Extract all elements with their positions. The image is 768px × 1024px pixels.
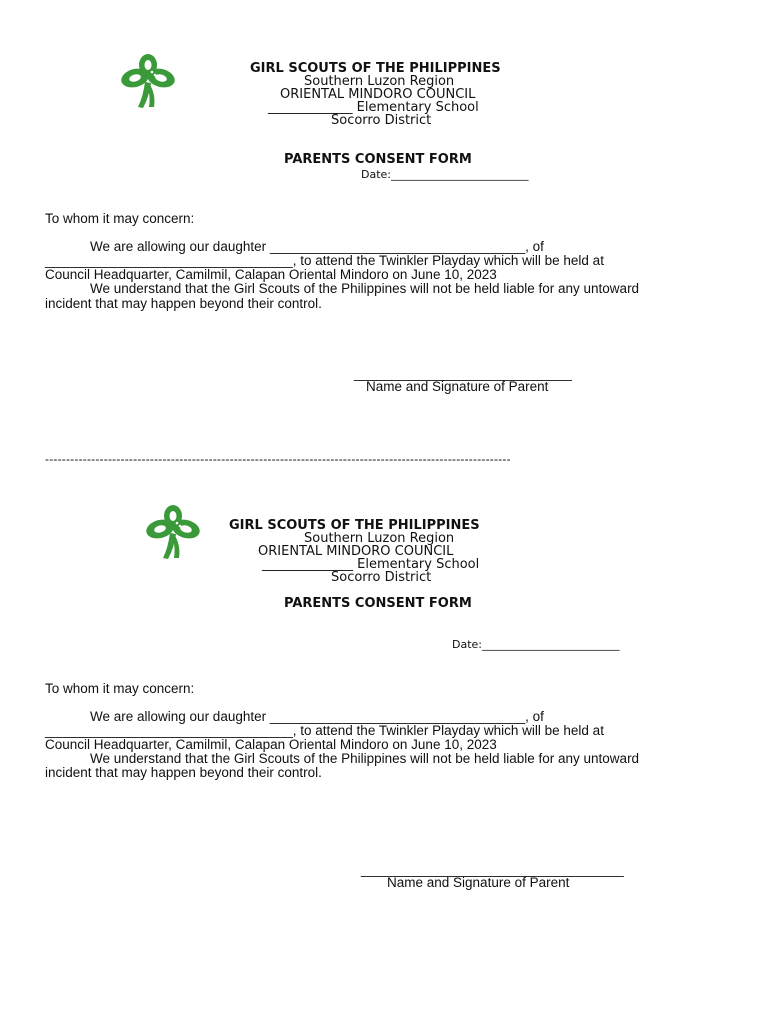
district: Socorro District (331, 113, 432, 128)
paragraph-2-line-1: We understand that the Girl Scouts of the Philippines will not be held liable for any untoward (90, 281, 640, 296)
org-name: GIRL SCOUTS OF THE PHILIPPINES (250, 61, 501, 76)
trefoil-logo-icon (116, 52, 180, 112)
council: ORIENTAL MINDORO COUNCIL (280, 87, 476, 102)
paragraph-2-line-2: incident that may happen beyond their control. (45, 296, 322, 311)
trefoil-logo-icon (141, 503, 205, 563)
signature-label: Name and Signature of Parent (366, 379, 549, 394)
paragraph-2-line-2: incident that may happen beyond their control. (45, 765, 322, 780)
org-name: GIRL SCOUTS OF THE PHILIPPINES (229, 518, 480, 533)
paragraph-1-line-2: _________________________________, to attend the Twinkler Playday which will be held at (45, 253, 604, 268)
paragraph-1-line-3: Council Headquarter, Camilmil, Calapan Oriental Mindoro on June 10, 2023 (45, 267, 497, 282)
signature-line: ___________________________________ (361, 862, 624, 877)
district: Socorro District (331, 570, 432, 585)
paragraph-2-line-1: We understand that the Girl Scouts of the Philippines will not be held liable for any untoward (90, 751, 640, 766)
cut-line-divider: --------------------------------------------------------------------------------------------------------------- (45, 452, 511, 466)
paragraph-1-line-1: We are allowing our daughter __________________________________, of (90, 709, 544, 724)
school-line: ______________ Elementary School (262, 557, 480, 572)
date-field: Date:_________________________ (452, 638, 620, 651)
paragraph-1-line-2: _________________________________, to attend the Twinkler Playday which will be held at (45, 723, 604, 738)
form-title: PARENTS CONSENT FORM (284, 596, 472, 611)
signature-label: Name and Signature of Parent (387, 875, 570, 890)
council: ORIENTAL MINDORO COUNCIL (258, 544, 454, 559)
salutation: To whom it may concern: (45, 211, 195, 226)
region: Southern Luzon Region (304, 531, 455, 546)
form-title: PARENTS CONSENT FORM (284, 152, 472, 167)
school-line: _____________ Elementary School (268, 100, 479, 115)
signature-line: _____________________________ (354, 366, 572, 381)
salutation: To whom it may concern: (45, 681, 195, 696)
region: Southern Luzon Region (304, 74, 455, 89)
paragraph-1-line-3: Council Headquarter, Camilmil, Calapan Oriental Mindoro on June 10, 2023 (45, 737, 497, 752)
paragraph-1-line-1: We are allowing our daughter __________________________________, of (90, 239, 544, 254)
date-field: Date:_________________________ (361, 168, 529, 181)
